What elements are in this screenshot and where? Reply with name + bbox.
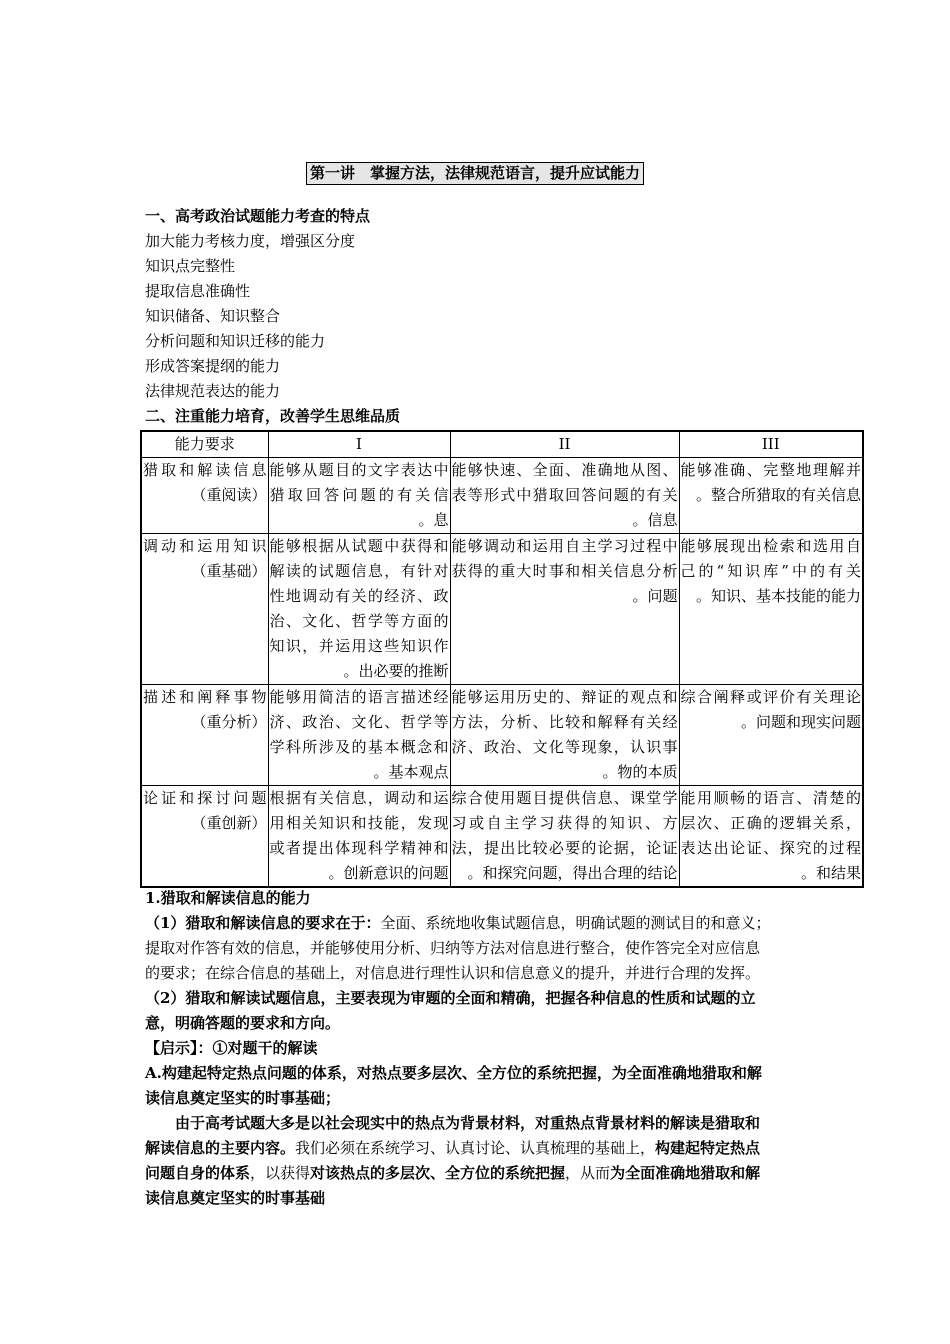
list-item: 提取信息准确性: [145, 282, 251, 300]
section-1: [145, 204, 815, 429]
cell-line: 。和探究问题，得出合理的结论: [467, 864, 678, 882]
table-header-cell: II: [450, 431, 679, 458]
bold-span: 构建起特定热点: [655, 1139, 761, 1157]
table-cell: [268, 685, 450, 786]
row-label: 调动和运用知识: [143, 537, 267, 555]
table-cell: [679, 786, 863, 888]
cell-line: 己的“知识库”中的有关: [680, 562, 861, 580]
table-cell: [268, 534, 450, 685]
bold-span: 问题自身的体系: [145, 1164, 251, 1182]
paragraph-line: 读信息奠定坚实的时事基础: [145, 1189, 326, 1207]
cell-line: 获得的重大时事和相关信息分析: [451, 562, 678, 580]
cell-line: 表等形式中猎取回答问题的有关: [451, 486, 678, 504]
section-1-heading: 一、高考政治试题能力考查的特点: [145, 207, 371, 225]
table-row: [141, 534, 863, 685]
list-item: 法律规范表达的能力: [145, 382, 281, 400]
row-sublabel: （重阅读）: [191, 486, 267, 504]
hint-line: 【启示】：①对题干的解读: [145, 1039, 318, 1057]
paragraph-line: A.构建起特定热点问题的体系，对热点要多层次、全方位的系统把握，为全面准确地猎取和解: [145, 1064, 762, 1082]
bold-span: 解读信息的主要内容。: [145, 1139, 296, 1157]
cell-line: 。问题和现实问题: [740, 713, 861, 731]
cell-line: 。物的本质: [602, 763, 678, 781]
row-sublabel: （重创新）: [191, 814, 267, 832]
table-cell: [450, 786, 679, 888]
paragraph-line: （2）猎取和解读试题信息，主要表现为审题的全面和精确，把握各种信息的性质和试题的立: [145, 989, 756, 1007]
table-cell: [679, 685, 863, 786]
row-label-cell: [141, 786, 268, 888]
paragraph-line: [145, 911, 815, 936]
cell-line: 能够用简洁的语言描述经: [269, 688, 449, 706]
cell-line: 或者提出体现科学精神和: [269, 839, 449, 857]
cell-line: 能够准确、完整地理解并: [680, 461, 861, 479]
paragraph-line: [145, 1136, 815, 1161]
cell-line: 济、政治、文化、哲学等: [269, 713, 449, 731]
cell-line: 能够快速、全面、准确地从图、: [451, 461, 678, 479]
cell-line: 方法，分析、比较和解释有关经: [451, 713, 678, 731]
cell-line: 综合阐释或评价有关理论: [680, 688, 861, 706]
cell-line: 层次、正确的逻辑关系，: [680, 814, 861, 832]
row-label: 描述和阐释事物: [143, 688, 267, 706]
cell-line: 。整合所猎取的有关信息: [695, 486, 861, 504]
cell-line: 能够调动和运用自主学习过程中: [451, 537, 678, 555]
bold-span: （1）猎取和解读信息的要求在于：: [145, 914, 381, 932]
cell-line: 。和结果: [800, 864, 861, 882]
list-item: 形成答案提纲的能力: [145, 357, 281, 375]
cell-line: 治、文化、哲学等方面的: [269, 612, 449, 630]
cell-line: 能够运用历史的、辩证的观点和: [451, 688, 678, 706]
part-1: [145, 886, 815, 1211]
cell-line: 综合使用题目提供信息、课堂学: [451, 789, 678, 807]
cell-line: 能够根据从试题中获得和: [269, 537, 449, 555]
text-span: 我们必须在系统学习、认真讨论、认真梳理的基础上，: [295, 1139, 656, 1157]
section-2-heading: 二、注重能力培育，改善学生思维品质: [145, 407, 401, 425]
cell-line: 解读的试题信息，有针对: [269, 562, 449, 580]
text-span: ，从而: [565, 1164, 611, 1182]
list-item: 加大能力考核力度，增强区分度: [145, 232, 356, 250]
table-header-row: [141, 431, 863, 458]
page-title: 第一讲 掌握方法，法律规范语言，提升应试能力: [306, 162, 644, 185]
cell-line: 能用顺畅的语言、清楚的: [680, 789, 861, 807]
table-header-cell: 能力要求: [141, 431, 268, 458]
table-row: [141, 685, 863, 786]
table-row: [141, 786, 863, 888]
row-sublabel: （重分析）: [191, 713, 267, 731]
paragraph-line: 由于高考试题大多是以社会现实中的热点为背景材料，对重热点背景材料的解读是猎取和: [175, 1114, 761, 1132]
cell-line: 济、政治、文化等现象，认识事: [451, 738, 678, 756]
paragraph-line: 的要求；在综合信息的基础上，对信息进行理性认识和信息意义的提升，并进行合理的发挥。: [145, 964, 761, 982]
cell-line: 。知识、基本技能的能力: [695, 587, 861, 605]
cell-line: 。出必要的推断: [343, 662, 449, 680]
paragraph-line: 读信息奠定坚实的时事基础；: [145, 1089, 341, 1107]
cell-line: 用相关知识和技能，发现: [269, 814, 449, 832]
table-cell: [450, 685, 679, 786]
row-label: 猎取和解读信息: [143, 461, 267, 479]
cell-line: 。基本观点: [373, 763, 449, 781]
cell-line: 。息: [418, 511, 449, 529]
table-header-cell: I: [268, 431, 450, 458]
paragraph-line: 意，明确答题的要求和方向。: [145, 1014, 341, 1032]
bold-span: 为全面准确地猎取和解: [610, 1164, 761, 1182]
list-item: 知识储备、知识整合: [145, 307, 281, 325]
table-cell: [679, 534, 863, 685]
ability-table: [140, 430, 864, 888]
cell-line: 。创新意识的问题: [328, 864, 449, 882]
text-span: ，以获得: [250, 1164, 311, 1182]
cell-line: 能够展现出检索和选用自: [680, 537, 861, 555]
text-span: 全面、系统地收集试题信息，明确试题的测试目的和意义；: [380, 914, 771, 932]
cell-line: 。信息: [632, 511, 678, 529]
cell-line: 学科所涉及的基本概念和: [269, 738, 449, 756]
row-label-cell: [141, 685, 268, 786]
cell-line: 知识，并运用这些知识作: [269, 637, 449, 655]
cell-line: 法，提出比较必要的论据，论证: [451, 839, 678, 857]
page-title-wrap: [0, 162, 950, 185]
table-cell: [679, 458, 863, 534]
cell-line: 猎取回答问题的有关信: [269, 486, 449, 504]
row-label-cell: [141, 534, 268, 685]
cell-line: 性地调动有关的经济、政: [269, 587, 449, 605]
row-sublabel: （重基础）: [191, 562, 267, 580]
table-cell: [268, 786, 450, 888]
table-header-cell: III: [679, 431, 863, 458]
row-label: 论证和探讨问题: [143, 789, 267, 807]
table-cell: [450, 534, 679, 685]
cell-line: 根据有关信息，调动和运: [269, 789, 449, 807]
list-item: 分析问题和知识迁移的能力: [145, 332, 326, 350]
part-1-heading: 1.猎取和解读信息的能力: [145, 889, 311, 907]
cell-line: 能够从题目的文字表达中: [269, 461, 449, 479]
table-row: [141, 458, 863, 534]
table-cell: [268, 458, 450, 534]
table-cell: [450, 458, 679, 534]
cell-line: 表达出论证、探究的过程: [680, 839, 861, 857]
bold-span: 对该热点的多层次、全方位的系统把握: [310, 1164, 566, 1182]
cell-line: 习或自主学习获得的知识、方: [451, 814, 678, 832]
list-item: 知识点完整性: [145, 257, 236, 275]
row-label-cell: [141, 458, 268, 534]
cell-line: 。问题: [632, 587, 678, 605]
paragraph-line: [145, 1161, 815, 1186]
paragraph-line: 提取对作答有效的信息，并能够使用分析、归纳等方法对信息进行整合，使作答完全对应信息: [145, 939, 761, 957]
